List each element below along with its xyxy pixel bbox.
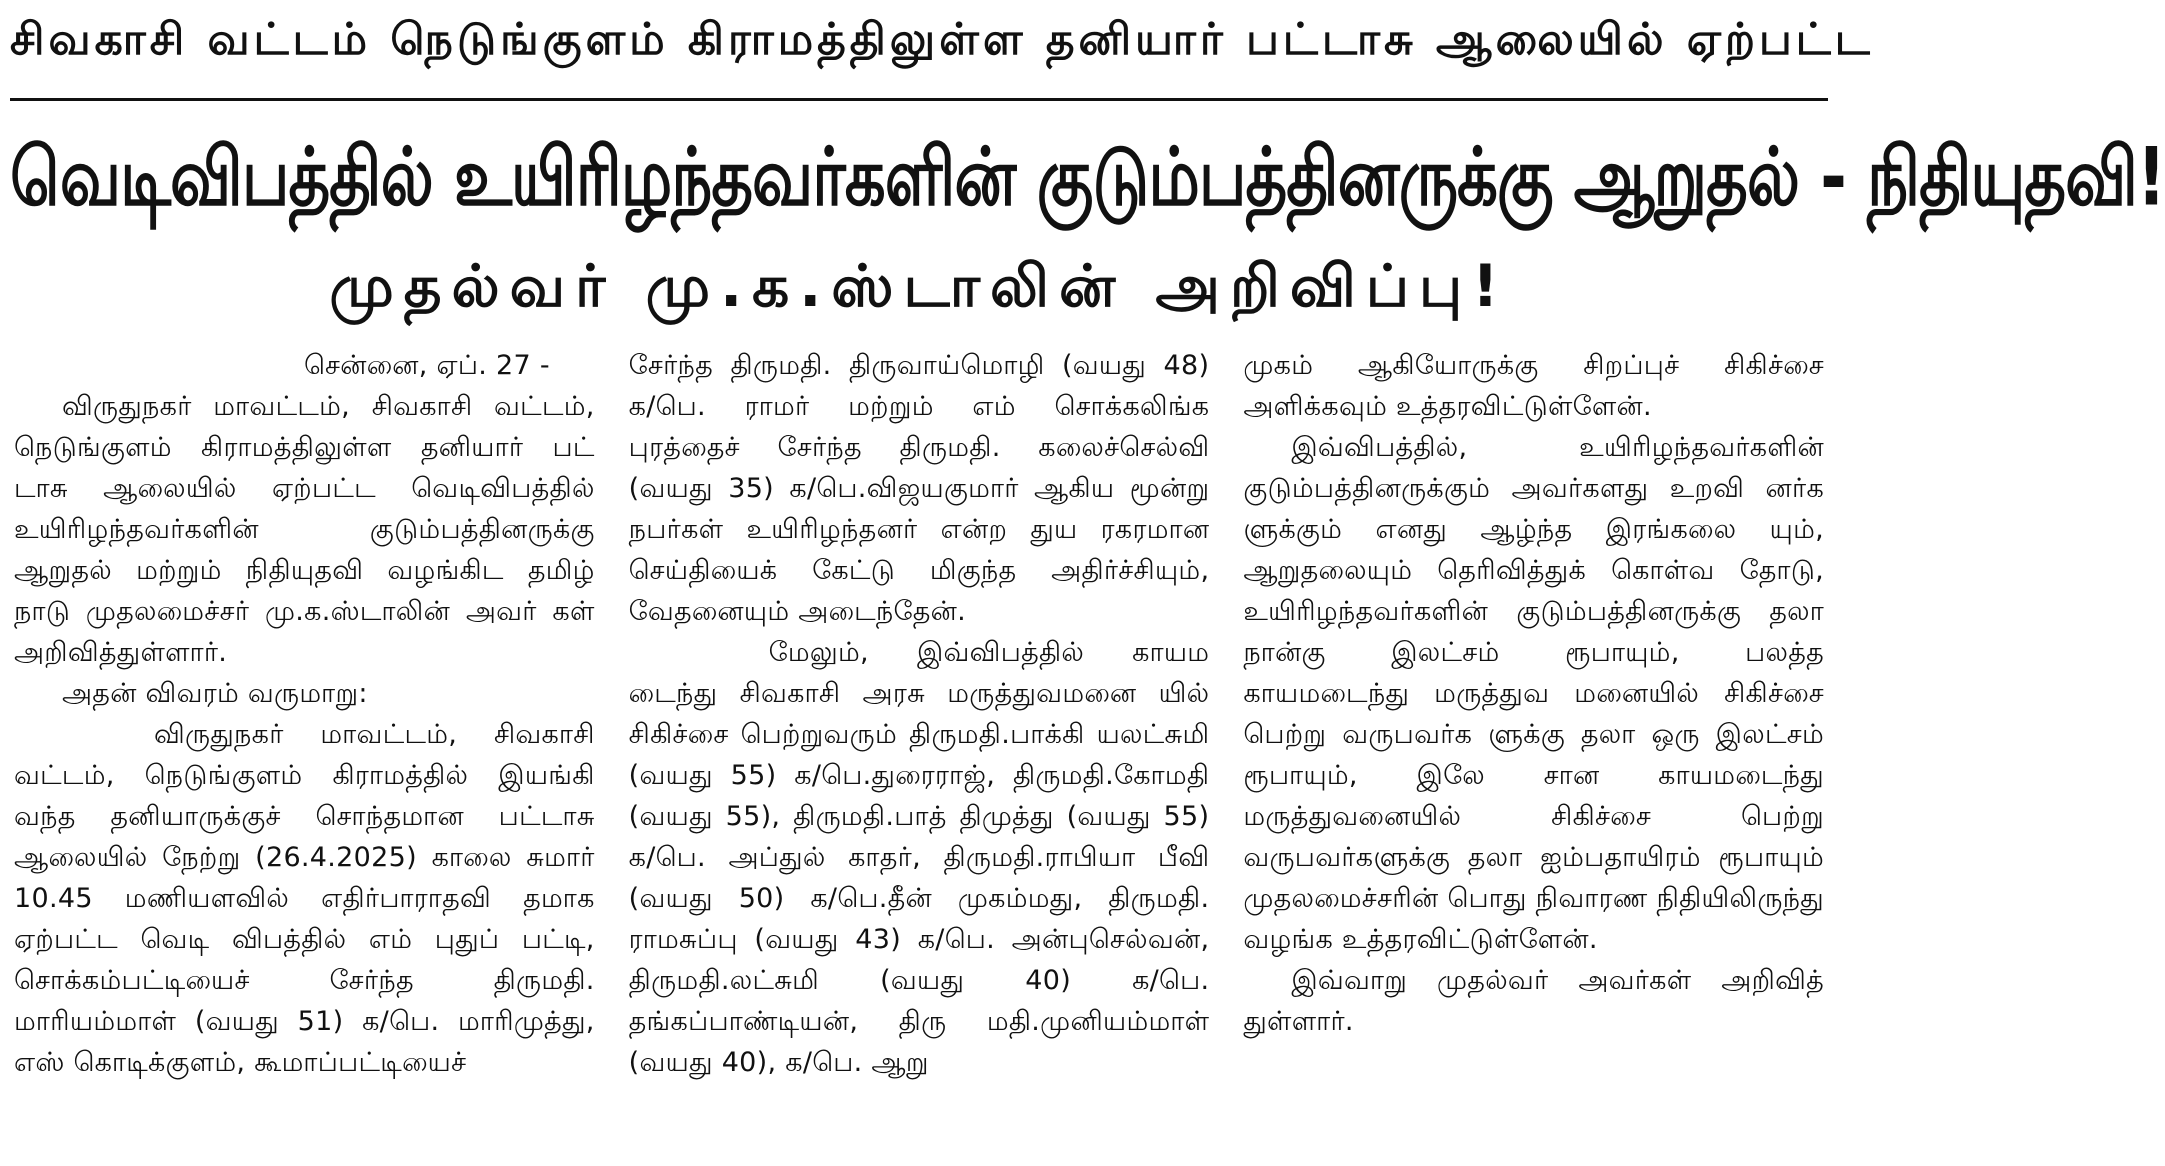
column-2 xyxy=(629,345,1210,1083)
kicker-line: சிவகாசி வட்டம் நெடுங்குளம் கிராமத்திலுள்ள தனியார் பட்டாசு ஆலையில் ஏற்பட்ட xyxy=(10,14,1874,65)
paragraph: அதன் விவரம் வருமாறு: xyxy=(62,678,368,709)
subheadline: முதல்வர் மு.க.ஸ்டாலின் அறிவிப்பு! xyxy=(329,252,1509,320)
paragraph: இவ்வாறு முதல்வர் அவர்கள் அறிவித் துள்ளார். xyxy=(1243,965,1825,1037)
divider-rule xyxy=(10,98,1828,101)
article-columns xyxy=(10,345,1828,1083)
paragraph: சேர்ந்த திருமதி. திருவாய்மொழி (வயது 48) க/பெ. ராமர் மற்றும் எம் சொக்கலிங்க புரத்தைச் சேர்ந்த திருமதி. கலைச்செல்வி (வயது 35) க/பெ.விஜயகுமார் ஆகிய மூன்று நபர்கள் உயிரிழந்தனர் என்ற துய ரகரமான செய்தியைக் கேட்டு மிகுந்த அதிர்ச்சியும், வேதனையும் அடைந்தேன். xyxy=(628,350,1210,627)
headline: வெடிவிபத்தில் உயிரிழந்தவர்களின் குடும்பத்தினருக்கு ஆறுதல் - நிதியுதவி! xyxy=(10,131,2165,225)
paragraph: விருதுநகர் மாவட்டம், சிவகாசி வட்டம், நெடுங்குளம் கிராமத்திலுள்ள தனியார் பட் டாசு ஆலையில் ஏற்பட்ட வெடிவிபத்தில் உயிரிழந்தவர்களின் குடும்பத்தினருக்கு ஆறுதல் மற்றும் நிதியுதவி வழங்கிட தமிழ் நாடு முதலமைச்சர் மு.க.ஸ்டாலின் அவர் கள் அறிவித்துள்ளார். xyxy=(14,391,595,668)
column-3 xyxy=(1243,345,1824,1083)
paragraph: மேலும், இவ்விபத்தில் காயம டைந்து சிவகாசி அரசு மருத்துவமனை யில் சிகிச்சை பெற்றுவரும் திருமதி.பாக்கி யலட்சுமி (வயது 55) க/பெ.துரைராஜ், திருமதி.கோமதி (வயது 55), திருமதி.பாத் திமுத்து (வயது 55) க/பெ. அப்துல் காதர், திருமதி.ராபியா பீவி (வயது 50) க/பெ.தீன் முகம்மது, திருமதி. ராமசுப்பு (வயது 43) க/பெ. அன்புசெல்வன், திருமதி.லட்சுமி (வயது 40) க/பெ. தங்கப்பாண்டியன், திரு மதி.முனியம்மாள் (வயது 40), க/பெ. ஆறு xyxy=(628,637,1210,1078)
paragraph: விருதுநகர் மாவட்டம், சிவகாசி வட்டம், நெடுங்குளம் கிராமத்தில் இயங்கி வந்த தனியாருக்குச் சொந்தமான பட்டாசு ஆலையில் நேற்று (26.4.2025) காலை சுமார் 10.45 மணியளவில் எதிர்பாராதவி தமாக ஏற்பட்ட வெடி விபத்தில் எம் புதுப் பட்டி, சொக்கம்பட்டியைச் சேர்ந்த திருமதி. மாரியம்மாள் (வயது 51) க/பெ. மாரிமுத்து, எஸ் கொடிக்குளம், கூமாப்பட்டியைச் xyxy=(14,719,595,1078)
column-1 xyxy=(14,345,595,1083)
paragraph: இவ்விபத்தில், உயிரிழந்தவர்களின் குடும்பத்தினருக்கும் அவர்களது உறவி னர்க ளுக்கும் எனது ஆழ்ந்த இரங்கலை யும், ஆறுதலையும் தெரிவித்துக் கொள்வ தோடு, உயிரிழந்தவர்களின் குடும்பத்தினருக்கு தலா நான்கு இலட்சம் ரூபாயும், பலத்த காயமடைந்து மருத்துவ மனையில் சிகிச்சை பெற்று வருபவர்க ளுக்கு தலா ஒரு இலட்சம் ரூபாயும், இலே சான காயமடைந்து மருத்துவனையில் சிகிச்சை பெற்று வருபவர்களுக்கு தலா ஐம்பதாயிரம் ரூபாயும் முதலமைச்சரின் பொது நிவாரண நிதியிலிருந்து வழங்க உத்தரவிட்டுள்ளேன். xyxy=(1243,432,1825,955)
dateline: சென்னை, ஏப். 27 - xyxy=(304,350,550,381)
paragraph: முகம் ஆகியோருக்கு சிறப்புச் சிகிச்சை அளிக்கவும் உத்தரவிட்டுள்ளேன். xyxy=(1243,350,1825,422)
